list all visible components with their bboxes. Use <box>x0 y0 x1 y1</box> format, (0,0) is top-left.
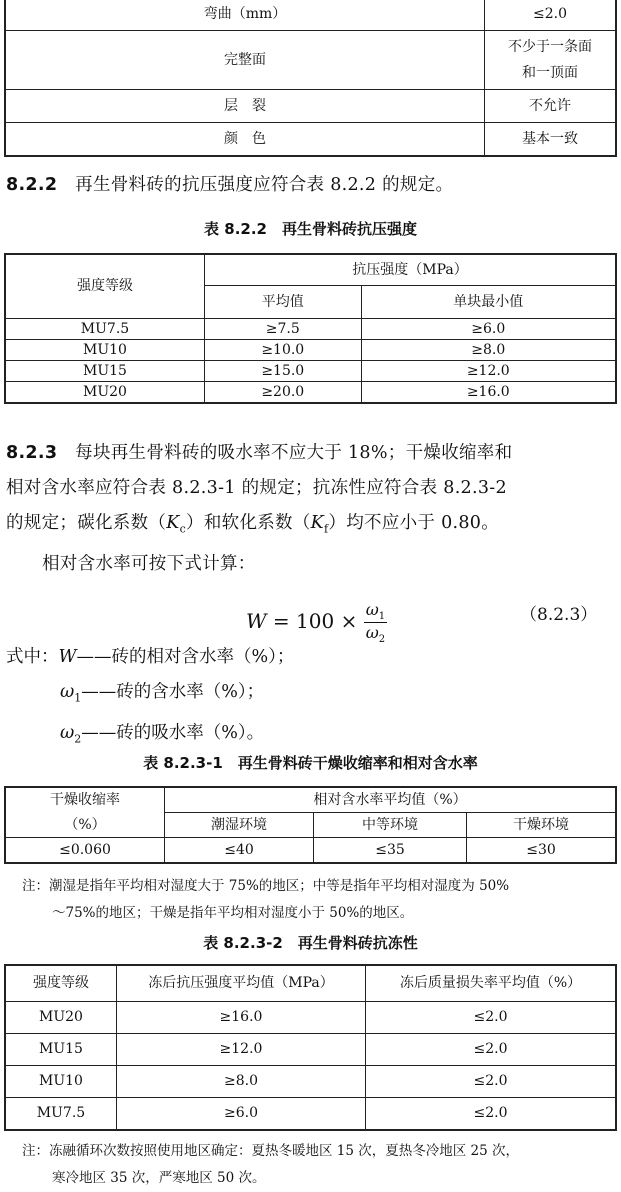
table-header-row <box>5 787 616 813</box>
table-cell: ≥6.0 <box>117 1098 366 1131</box>
table-cell: 不少于一条面 和一顶面 <box>485 31 617 90</box>
table-cell: ≥10.0 <box>205 340 362 361</box>
table-cell: ≥8.0 <box>361 340 616 361</box>
symbol-subscript: f <box>324 522 329 536</box>
clause-text: ）和软化系数（ <box>186 513 311 533</box>
clause-line <box>6 506 616 547</box>
symbol-kc: K <box>166 513 180 533</box>
table-row <box>5 838 616 864</box>
table-continuation <box>4 0 617 157</box>
table-cell: ≥12.0 <box>117 1034 366 1066</box>
column-header: 强度等级 <box>5 254 205 319</box>
column-header: 中等环境 <box>314 813 467 838</box>
note-line: 注：冻融循环次数按照使用地区确定：夏热冬暖地区 15 次，夏热冬冷地区 25 次， <box>22 1143 520 1159</box>
column-header: 干燥收缩率 <box>5 787 165 813</box>
clause-line: 相对含水率应符合表 8.2.3-1 的规定；抗冻性应符合表 8.2.3-2 <box>6 478 507 498</box>
note-line: ～75%的地区；干燥是指年平均相对湿度小于 50%的地区。 <box>52 905 414 921</box>
definition-text: ——砖的相对含水率（%）； <box>76 647 295 667</box>
column-header: 强度等级 <box>5 965 117 1002</box>
table-cell: ≥15.0 <box>205 361 362 382</box>
table-cell: ≥6.0 <box>361 319 616 340</box>
column-header: 相对含水率平均值（%） <box>165 787 617 813</box>
column-header: 干燥环境 <box>467 813 617 838</box>
clause-text: 每块再生骨料砖的吸水率不应大于 18%；干燥收缩率和 <box>75 443 513 463</box>
symbol-subscript: 2 <box>378 634 386 646</box>
symbol-subscript: c <box>179 522 187 536</box>
table-row <box>5 1066 616 1098</box>
table-cell: ≤2.0 <box>366 1098 617 1131</box>
definition-text: ——砖的吸水率（%）。 <box>81 722 265 743</box>
table-cell: ≥8.0 <box>117 1066 366 1098</box>
table-header-row <box>5 965 616 1002</box>
fraction-numerator <box>364 600 387 623</box>
clause-text: 再生骨料砖的抗压强度应符合表 8.2.2 的规定。 <box>75 175 454 195</box>
table-cell: ≤40 <box>165 838 314 864</box>
table-header-row <box>5 813 616 838</box>
table-cell: ≥16.0 <box>117 1002 366 1034</box>
definition-line <box>6 675 294 716</box>
table-cell: 层 裂 <box>5 90 485 123</box>
table-cell: ≥16.0 <box>361 382 616 404</box>
column-header: 冻后抗压强度平均值（MPa） <box>117 965 366 1002</box>
table-cell: MU20 <box>5 1002 117 1034</box>
table-cell: MU7.5 <box>5 319 205 340</box>
formula-definitions <box>6 640 294 756</box>
table-cell: ≥20.0 <box>205 382 362 404</box>
table-cell: MU15 <box>5 361 205 382</box>
table-cell: ≥12.0 <box>361 361 616 382</box>
table-note-8-2-3-2 <box>22 1138 618 1192</box>
formula-body <box>246 600 387 645</box>
definition-symbol: W <box>58 647 77 667</box>
clause-line <box>6 436 616 471</box>
definition-prefix: 式中： <box>6 647 59 667</box>
table-header-row <box>5 254 616 286</box>
symbol-kf: K <box>310 513 325 533</box>
table-cell: 颜 色 <box>5 123 485 157</box>
table-caption-8-2-3-1: 表 8.2.3-1 再生骨料砖干燥收缩率和相对含水率 <box>143 754 478 772</box>
symbol-subscript: 2 <box>74 732 82 745</box>
table-cell: MU15 <box>5 1034 117 1066</box>
definition-line <box>6 716 294 757</box>
column-header: （%） <box>5 813 165 838</box>
table-row <box>5 0 616 31</box>
table-cell: ≤2.0 <box>485 0 617 31</box>
fraction-denominator <box>364 623 387 645</box>
clause-text: ）均不应小于 0.80。 <box>328 513 500 533</box>
table-cell: ≥7.5 <box>205 319 362 340</box>
table-cell: MU7.5 <box>5 1098 117 1131</box>
table-row <box>5 1098 616 1131</box>
table-row <box>5 1002 616 1034</box>
symbol-subscript: 1 <box>74 691 82 705</box>
table-cell: 不允许 <box>485 90 617 123</box>
column-header: 冻后质量损失率平均值（%） <box>366 965 617 1002</box>
clause-8-2-3 <box>6 436 616 582</box>
table-row <box>5 1034 616 1066</box>
definition-symbol: ω <box>60 722 75 743</box>
definition-text: ——砖的含水率（%）； <box>81 682 265 702</box>
definition-line <box>6 640 294 675</box>
table-cell: ≤30 <box>467 838 617 864</box>
note-line: 寒冷地区 35 次，严寒地区 50 次。 <box>52 1170 266 1186</box>
table-row <box>5 31 616 90</box>
table-cell: 弯曲（mm） <box>5 0 485 31</box>
table-cell: ≤2.0 <box>366 1002 617 1034</box>
table-cell: MU10 <box>5 340 205 361</box>
column-header: 抗压强度（MPa） <box>205 254 617 286</box>
table-cell: MU20 <box>5 382 205 404</box>
table-8-2-3-1 <box>4 786 617 864</box>
clause-line: 相对含水率可按下式计算： <box>42 553 256 574</box>
column-header: 平均值 <box>205 286 362 319</box>
clause-number: 8.2.3 <box>6 443 58 463</box>
column-header: 单块最小值 <box>361 286 616 319</box>
column-header: 潮湿环境 <box>165 813 314 838</box>
table-row <box>5 123 616 157</box>
table-cell: ≤2.0 <box>366 1066 617 1098</box>
definition-symbol: ω <box>60 682 75 702</box>
formula-8-2-3 <box>0 588 621 646</box>
table-row <box>5 319 616 340</box>
table-row <box>5 361 616 382</box>
formula-fraction <box>364 600 387 645</box>
clause-text: 的规定；碳化系数（ <box>6 513 167 533</box>
formula-symbol: ω <box>365 600 379 619</box>
formula-symbol: ω <box>365 623 379 643</box>
table-caption-8-2-2: 表 8.2.2 再生骨料砖抗压强度 <box>204 220 417 238</box>
formula-label: （8.2.3） <box>520 605 598 625</box>
clause-8-2-2 <box>6 168 616 203</box>
formula-symbol: W <box>246 609 267 634</box>
note-line: 注：潮湿是指年平均相对湿度大于 75%的地区；中等是指年平均相对湿度为 50% <box>22 878 510 894</box>
table-cell: ≤0.060 <box>5 838 165 864</box>
table-8-2-2 <box>4 253 617 404</box>
table-cell: 基本一致 <box>485 123 617 157</box>
table-cell: ≤2.0 <box>366 1034 617 1066</box>
table-caption-8-2-3-2: 表 8.2.3-2 再生骨料砖抗冻性 <box>203 934 418 952</box>
table-note-8-2-3-1 <box>22 873 618 927</box>
clause-number: 8.2.2 <box>6 175 58 195</box>
symbol-subscript: 1 <box>378 611 386 623</box>
table-cell: MU10 <box>5 1066 117 1098</box>
table-row <box>5 340 616 361</box>
table-8-2-3-2 <box>4 964 617 1131</box>
table-cell: 完整面 <box>5 31 485 90</box>
table-row <box>5 382 616 404</box>
table-row <box>5 90 616 123</box>
formula-operator: = 100 × <box>272 609 358 634</box>
table-cell: ≤35 <box>314 838 467 864</box>
